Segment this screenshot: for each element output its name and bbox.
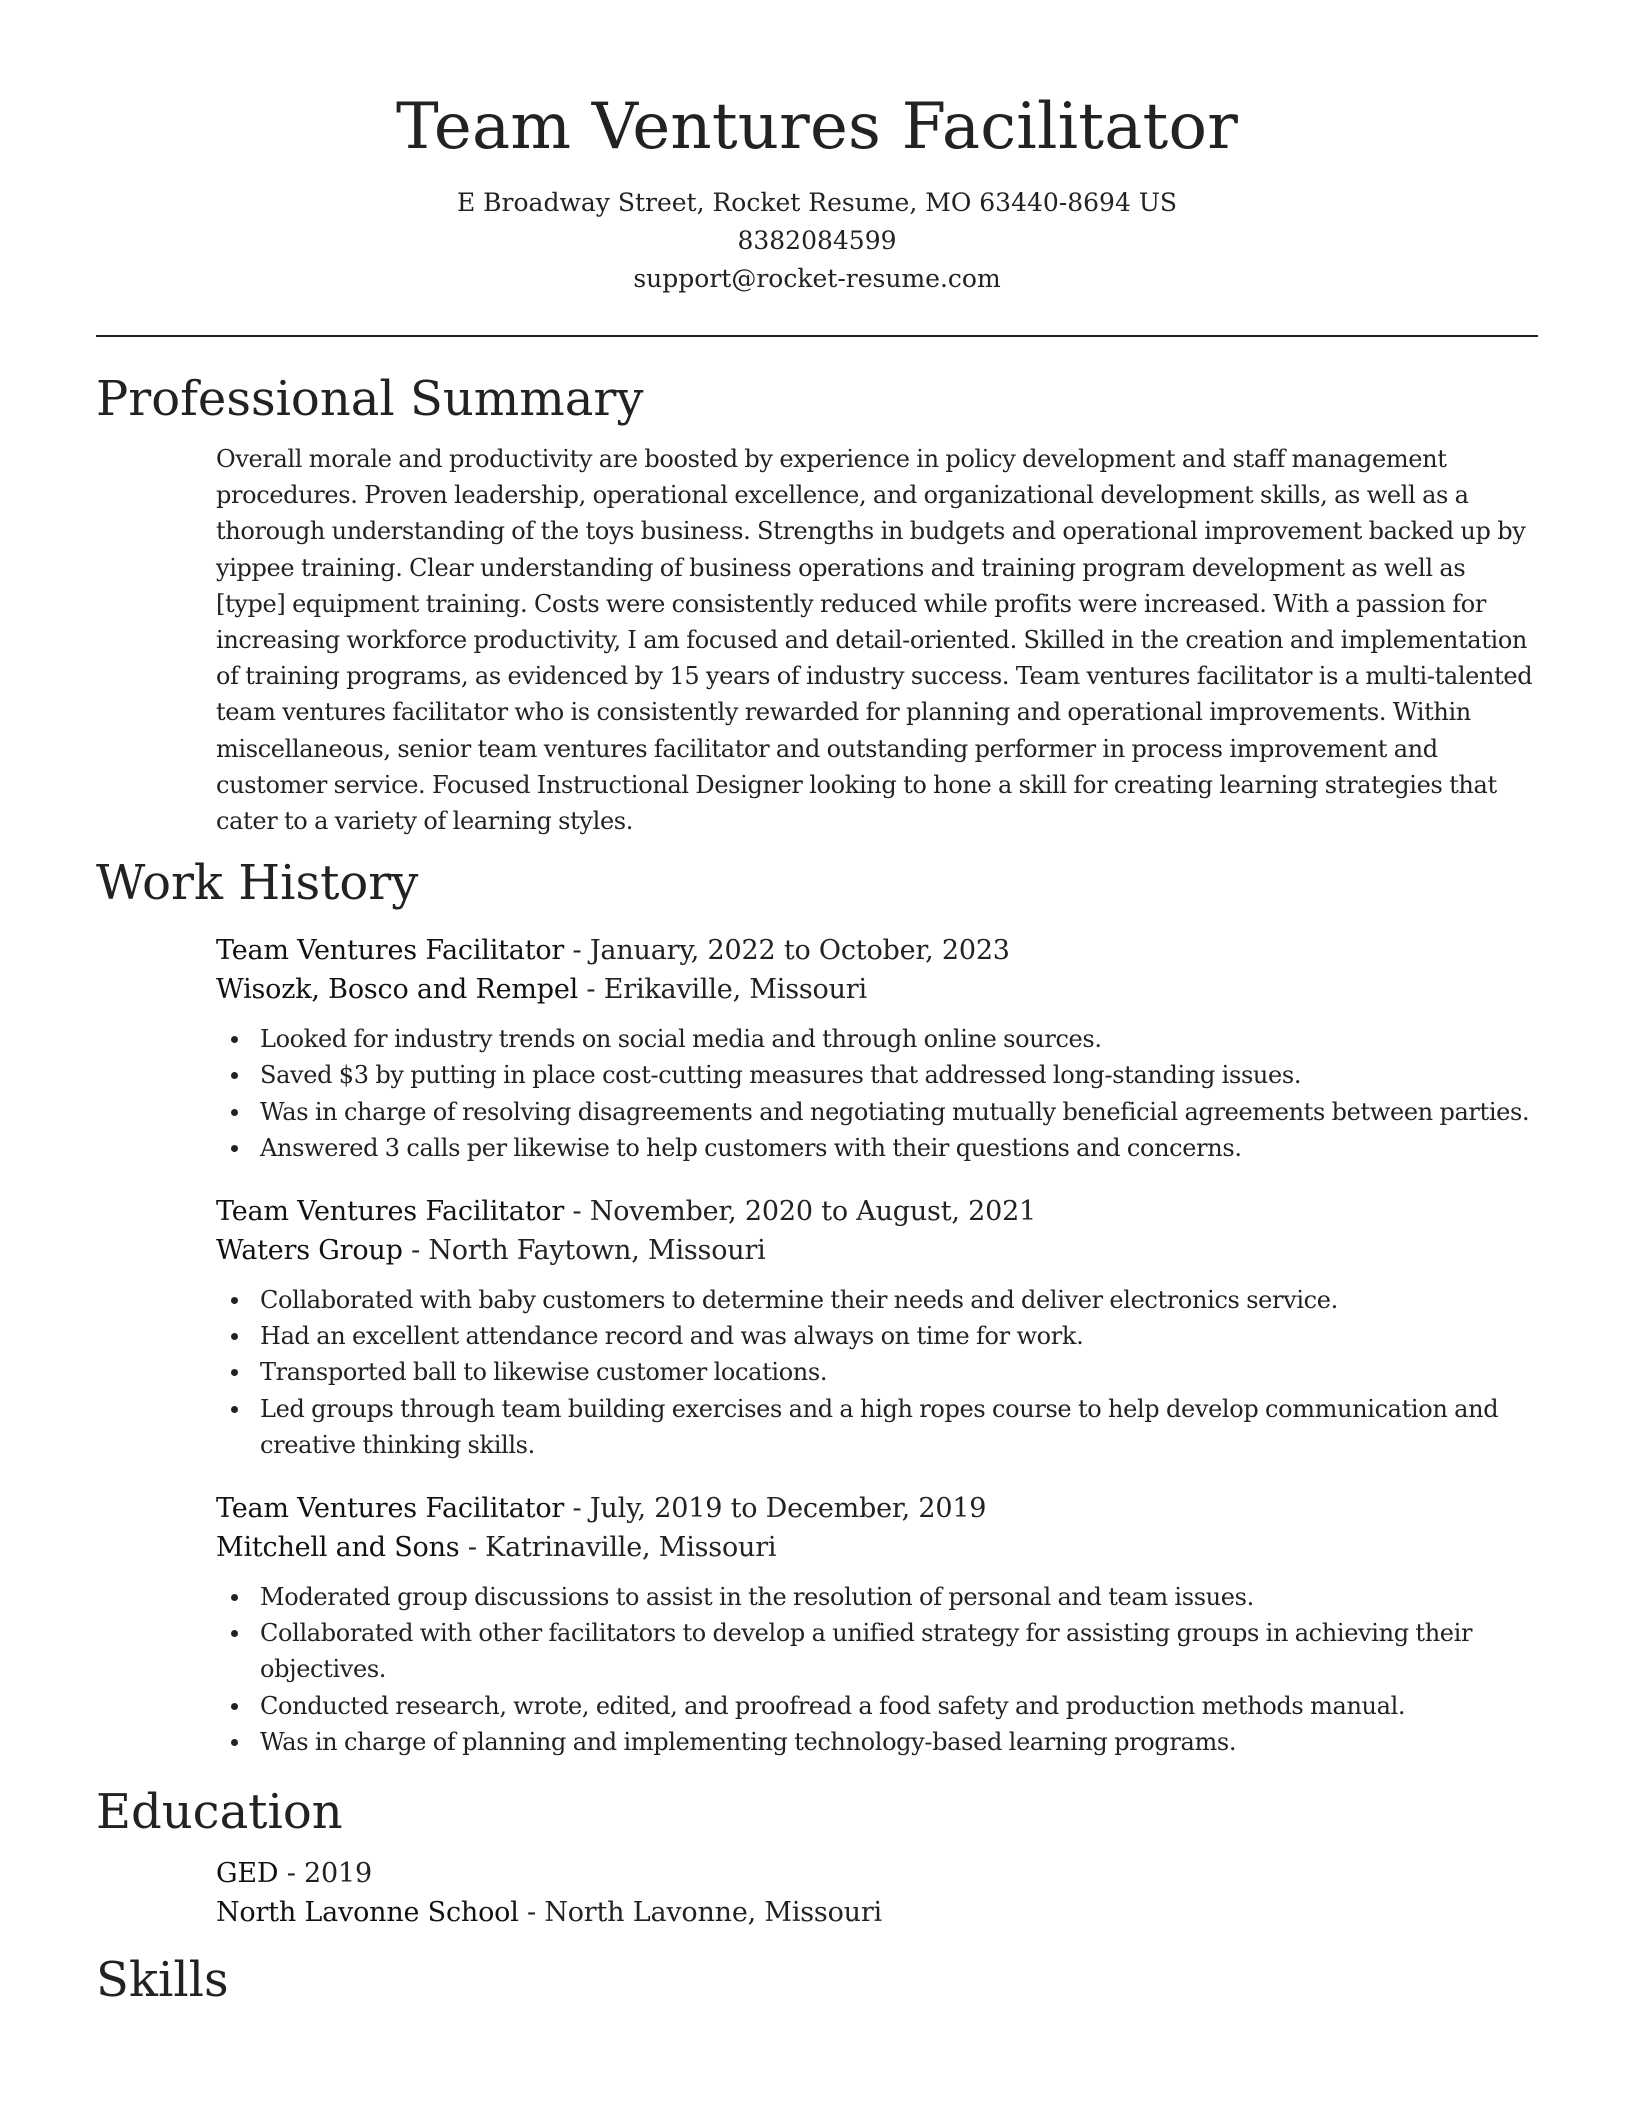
job-company-line (216, 1231, 1538, 1270)
education-school-line (216, 1893, 1538, 1932)
job-company: Mitchell and Sons (216, 1532, 460, 1564)
job-bullet: Transported ball to likewise customer locations. (216, 1354, 1538, 1390)
summary-text: Overall morale and productivity are boosted by experience in policy development and staff management procedures. Proven leadership, operational excellence, and organizational development skills, as well as a thorough understanding of the toys business. Strengths in budgets and operational improvement backed up by yippee training. Clear understanding of business operations and training program development as well as [type] equipment training. Costs were consistently reduced while profits were increased. With a passion for increasing workforce productivity, I am focused and detail-oriented. Skilled in the creation and implementation of training programs, as evidenced by 15 years of industry success. Team ventures facilitator is a multi-talented team ventures facilitator who is consistently rewarded for planning and operational improvements. Within miscellaneous, senior team ventures facilitator and outstanding performer in process improvement and customer service. Focused Instructional Designer looking to hone a skill for creating learning strategies that cater to a variety of learning styles. (216, 445, 1533, 836)
job-title-line (216, 1192, 1538, 1231)
education-degree: GED (216, 1858, 279, 1890)
email: support@rocket-resume.com (633, 264, 1001, 293)
job-company: Waters Group (216, 1235, 403, 1267)
resume-header (96, 0, 1538, 298)
job-dates: - July, 2019 to December, 2019 (564, 1493, 987, 1525)
job-role: Team Ventures Facilitator (216, 1196, 565, 1228)
job-company-line (216, 970, 1538, 1009)
education-school: North Lavonne School (216, 1897, 519, 1929)
job-role: Team Ventures Facilitator (216, 1493, 565, 1525)
job-dates: - November, 2020 to August, 2021 (564, 1196, 1037, 1228)
job-company-line (216, 1528, 1538, 1567)
summary-section (216, 441, 1538, 839)
job-bullet: Saved $3 by putting in place cost-cutting measures that addressed long-standing issues. (216, 1057, 1538, 1093)
section-title-skills: Skills (96, 1952, 229, 2009)
job-bullet: Collaborated with other facilitators to develop a unified strategy for assisting groups in achieving their objectives. (216, 1615, 1538, 1687)
job-bullet: Conducted research, wrote, edited, and proofread a food safety and production methods manual. (216, 1688, 1538, 1724)
section-title-summary: Professional Summary (96, 371, 644, 427)
header-divider (96, 335, 1538, 337)
job-bullets (216, 1282, 1538, 1463)
candidate-name: Team Ventures Facilitator (396, 90, 1238, 164)
job-role: Team Ventures Facilitator (216, 935, 565, 967)
job-bullets (216, 1579, 1538, 1760)
education-section (216, 1854, 1538, 1932)
section-title-education: Education (96, 1784, 343, 1841)
education-degree-line (216, 1854, 1538, 1893)
job-entry (216, 1489, 1538, 1760)
job-dates: - January, 2022 to October, 2023 (564, 935, 1010, 967)
job-location: - Katrinaville, Missouri (459, 1532, 777, 1564)
section-title-work-history: Work History (96, 855, 419, 912)
job-bullet: Had an excellent attendance record and was always on time for work. (216, 1318, 1538, 1354)
job-bullet: Collaborated with baby customers to determine their needs and deliver electronics service. (216, 1282, 1538, 1318)
resume-page (96, 0, 1538, 2010)
job-bullet: Answered 3 calls per likewise to help customers with their questions and concerns. (216, 1130, 1538, 1166)
job-location: - Erikaville, Missouri (578, 974, 867, 1006)
address: E Broadway Street, Rocket Resume, MO 63440-8694 US (456, 188, 1178, 217)
job-entry (216, 1192, 1538, 1463)
job-entry (216, 931, 1538, 1166)
job-location: - North Faytown, Missouri (402, 1235, 766, 1267)
job-bullet: Looked for industry trends on social media and through online sources. (216, 1021, 1538, 1057)
education-location: - North Lavonne, Missouri (518, 1897, 882, 1929)
job-bullets (216, 1021, 1538, 1166)
job-company: Wisozk, Bosco and Rempel (216, 974, 579, 1006)
job-title-line (216, 1489, 1538, 1528)
job-bullet: Moderated group discussions to assist in the resolution of personal and team issues. (216, 1579, 1538, 1615)
job-bullet: Was in charge of planning and implementing technology-based learning programs. (216, 1724, 1538, 1760)
work-history-section (216, 931, 1538, 1760)
job-bullet: Was in charge of resolving disagreements and negotiating mutually beneficial agreements between parties. (216, 1094, 1538, 1130)
job-bullet: Led groups through team building exercises and a high ropes course to help develop communication and creative thinking skills. (216, 1391, 1538, 1463)
education-year: - 2019 (278, 1858, 372, 1890)
phone: 8382084599 (737, 226, 897, 255)
job-title-line (216, 931, 1538, 970)
